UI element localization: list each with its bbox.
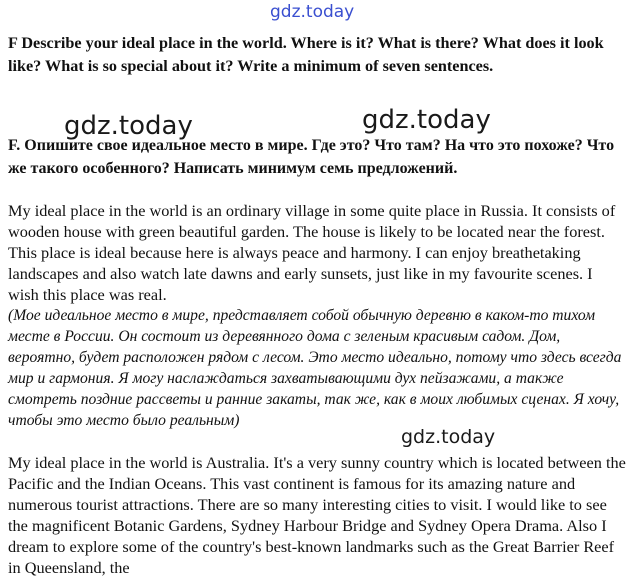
- answer-1-english: My ideal place in the world is an ordinary village in some quite place in Russia. It consists of wooden house with green beautiful garden. The house is likely to be located near the forest. This place is ideal because here is always peace and harmony. I can enjoy breathetaking landscapes and also watch late dawns and early sunsets, just like in my favourite scenes. I wish this place was real.: [8, 201, 616, 304]
- watermark-top: gdz.today: [270, 2, 355, 22]
- watermark-right: gdz.today: [362, 105, 491, 135]
- answer-2-english: My ideal place in the world is Australia. It's a very sunny country which is located between the Pacific and the Indian Oceans. This vast continent is famous for its amazing nature and numerous tourist attractions. There are so many interesting cities to visit. I would like to see the magnificent Botanic Gardens, Sydney Harbour Bridge and Sydney Opera Drama. Also I dream to explore some of the country's best-known landmarks such as the Great Barrier Reef in Queensland, the: [8, 453, 626, 577]
- watermark-left: gdz.today: [64, 111, 193, 141]
- watermark-middle: gdz.today: [401, 426, 496, 448]
- task-english: F Describe your ideal place in the world. Where is it? What is there? What does it look like? What is so special about it? Write a minimum of seven sentences.: [8, 34, 604, 75]
- answer-1-russian: (Мое идеальное место в мире, представляет собой обычную деревню в каком-то тихом месте в России. Он состоит из деревянного дома с зеленым красивым садом. Дом, вероятно, будет расположен рядом с лесом. Это место идеально, потому что здесь всегда мир и гармония. Я могу наслаждаться захватывающими дух пейзажами, а также смотреть поздние рассветы и ранние закаты, так же, как в моих любимых сценах. Я хочу, чтобы это место было реальным): [8, 307, 622, 429]
- task-russian: F. Опишите свое идеальное место в мире. Где это? Что там? На что это похоже? Что же такого особенного? Написать минимум семь предложений.: [8, 137, 615, 177]
